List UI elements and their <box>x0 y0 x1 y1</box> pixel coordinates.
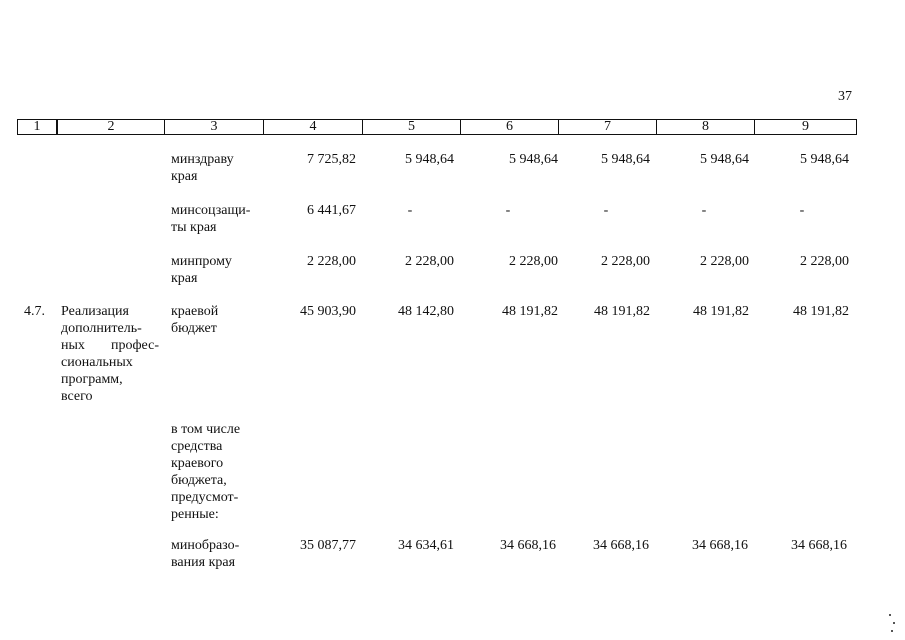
header-col-7: 7 <box>559 120 657 134</box>
row-2-source <box>171 253 232 287</box>
header-col-2: 2 <box>58 120 165 134</box>
row-2-col-8: 2 228,00 <box>700 254 749 269</box>
row-3-name-line: сиональных <box>61 355 133 370</box>
row-2-col-7: 2 228,00 <box>601 254 650 269</box>
header-col-4: 4 <box>264 120 363 134</box>
row-5-col-5: 34 634,61 <box>398 538 454 553</box>
row-3-source <box>171 303 218 337</box>
row-0-col-7: 5 948,64 <box>601 152 650 167</box>
row-3-col-4: 45 903,90 <box>300 304 356 319</box>
row-2-col-6: 2 228,00 <box>509 254 558 269</box>
row-4-source-line: предусмот- <box>171 490 239 505</box>
scan-speck <box>891 630 893 632</box>
row-3-number: 4.7. <box>24 304 45 319</box>
row-5-col-9: 34 668,16 <box>791 538 847 553</box>
header-col-8: 8 <box>657 120 755 134</box>
row-3-source-line: бюджет <box>171 321 217 336</box>
row-5-col-7: 34 668,16 <box>593 538 649 553</box>
row-0-source <box>171 151 234 185</box>
row-2-source-line: края <box>171 271 198 286</box>
row-5-source-line: вания края <box>171 555 236 570</box>
row-5-col-4: 35 087,77 <box>300 538 356 553</box>
row-4-source-line: средства <box>171 439 223 454</box>
row-5-col-6: 34 668,16 <box>500 538 556 553</box>
header-col-3: 3 <box>165 120 264 134</box>
row-0-col-9: 5 948,64 <box>800 152 849 167</box>
row-0-col-8: 5 948,64 <box>700 152 749 167</box>
row-2-source-line: минпрому <box>171 254 232 269</box>
row-3-source-line: краевой <box>171 304 219 319</box>
row-3-name-line: Реализация <box>61 304 129 319</box>
row-5-source <box>171 537 239 571</box>
row-3-col-8: 48 191,82 <box>693 304 749 319</box>
row-3-col-5: 48 142,80 <box>398 304 454 319</box>
row-4-source-line: краевого <box>171 456 224 471</box>
row-1-source <box>171 202 250 236</box>
row-0-source-line: края <box>171 169 198 184</box>
header-col-6: 6 <box>461 120 559 134</box>
scan-speck <box>893 622 895 624</box>
row-1-source-line: минсоцзащи- <box>171 203 251 218</box>
header-col-5: 5 <box>363 120 461 134</box>
row-4-source-line: в том числе <box>171 422 241 437</box>
row-3-name <box>61 303 159 405</box>
header-col-1: 1 <box>18 120 58 134</box>
row-5-source-line: минобразо- <box>171 538 240 553</box>
row-3-name-line: программ, <box>61 372 123 387</box>
row-1-col-6: - <box>505 203 511 218</box>
table-header-row <box>17 119 857 135</box>
row-3-col-7: 48 191,82 <box>594 304 650 319</box>
row-1-col-9: - <box>799 203 805 218</box>
row-3-name-line: ных профес- <box>61 338 159 353</box>
scan-speck <box>889 614 891 616</box>
row-3-col-9: 48 191,82 <box>793 304 849 319</box>
row-0-col-6: 5 948,64 <box>509 152 558 167</box>
row-0-col-4: 7 725,82 <box>307 152 356 167</box>
row-2-col-9: 2 228,00 <box>800 254 849 269</box>
row-1-source-line: ты края <box>171 220 217 235</box>
row-3-col-6: 48 191,82 <box>502 304 558 319</box>
row-3-name-line: дополнитель- <box>61 321 142 336</box>
row-1-col-5: - <box>407 203 413 218</box>
row-2-col-4: 2 228,00 <box>307 254 356 269</box>
page-number: 37 <box>838 89 852 104</box>
row-0-col-5: 5 948,64 <box>405 152 454 167</box>
row-3-name-line: всего <box>61 389 93 404</box>
header-col-9: 9 <box>802 119 809 134</box>
row-5-col-8: 34 668,16 <box>692 538 748 553</box>
row-0-source-line: минздраву <box>171 152 234 167</box>
row-1-col-7: - <box>603 203 609 218</box>
row-4-source-line: бюджета, <box>171 473 227 488</box>
row-2-col-5: 2 228,00 <box>405 254 454 269</box>
row-1-col-4: 6 441,67 <box>307 203 356 218</box>
row-1-col-8: - <box>701 203 707 218</box>
row-4-source-line: ренные: <box>171 507 219 522</box>
row-4-source <box>171 421 240 523</box>
